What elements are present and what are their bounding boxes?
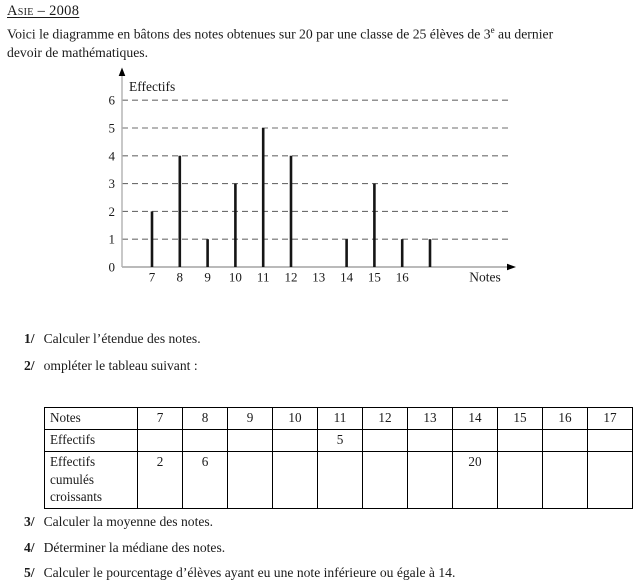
value-cell: 11 [318, 408, 363, 430]
x-tick-label: 14 [340, 269, 354, 285]
value-cell [408, 452, 453, 509]
question-4-text: Déterminer la médiane des notes. [43, 540, 226, 555]
value-cell [408, 430, 453, 452]
value-cell [588, 452, 633, 509]
value-cell: 6 [183, 452, 228, 509]
value-cell: 7 [138, 408, 183, 430]
value-cell [363, 430, 408, 452]
chart-xlabel: Notes [469, 269, 501, 285]
x-tick-label: 12 [284, 269, 298, 285]
value-cell: 15 [498, 408, 543, 430]
value-cell: 14 [453, 408, 498, 430]
row-label-cell: Effectifs [45, 430, 138, 452]
y-tick-label: 5 [108, 120, 115, 136]
intro-text: Voici le diagramme en bâtons des notes obtenues sur 20 par une classe de 25 élèves de 3 [7, 26, 491, 42]
value-cell: 2 [138, 452, 183, 509]
question-4-number: 4/ [24, 540, 35, 555]
intro-text-after: au dernier [494, 26, 554, 42]
question-5-text: Calculer le pourcentage d’élèves ayant eu une note inférieure ou égale à 14. [43, 565, 456, 580]
x-tick-label: 11 [256, 269, 270, 285]
value-cell: 17 [588, 408, 633, 430]
y-tick-label: 0 [108, 259, 115, 275]
value-cell [228, 430, 273, 452]
question-2-text: ompléter le tableau suivant : [43, 358, 198, 373]
value-cell [363, 452, 408, 509]
value-cell [588, 430, 633, 452]
value-cell [498, 452, 543, 509]
question-4 [24, 540, 225, 556]
value-cell [498, 430, 543, 452]
value-cell [228, 452, 273, 509]
question-3-text: Calculer la moyenne des notes. [43, 514, 214, 529]
question-3-number: 3/ [24, 514, 35, 529]
question-1 [24, 331, 201, 347]
value-cell [543, 452, 588, 509]
x-tick-label: 10 [228, 269, 242, 285]
question-3 [24, 514, 213, 530]
value-cell: 10 [273, 408, 318, 430]
notes-table [44, 407, 633, 509]
question-1-text: Calculer l’étendue des notes. [43, 331, 201, 346]
value-cell: 5 [318, 430, 363, 452]
value-cell [138, 430, 183, 452]
x-tick-label: 8 [176, 269, 184, 285]
intro-line-1 [7, 21, 553, 44]
y-tick-label: 4 [108, 148, 115, 164]
y-tick-label: 3 [108, 176, 115, 192]
bar-chart [90, 66, 520, 296]
page-title: Asie – 2008 [7, 3, 80, 19]
value-cell: 9 [228, 408, 273, 430]
x-tick-label: 13 [312, 269, 326, 285]
row-label-cell: Notes [45, 408, 138, 430]
intro-line-2: devoir de mathématiques. [7, 45, 149, 61]
value-cell: 13 [408, 408, 453, 430]
value-cell: 12 [363, 408, 408, 430]
y-tick-label: 2 [108, 203, 115, 219]
x-tick-label: 7 [148, 269, 156, 285]
question-2 [24, 358, 198, 374]
value-cell [543, 430, 588, 452]
notes-table-body [45, 408, 633, 509]
x-tick-label: 9 [204, 269, 211, 285]
table-row [45, 408, 633, 430]
value-cell: 20 [453, 452, 498, 509]
value-cell [273, 452, 318, 509]
x-axis-arrow-icon [507, 264, 516, 271]
row-label-cell: Effectifs cumulés croissants [45, 452, 138, 509]
chart-ylabel: Effectifs [129, 79, 176, 94]
y-tick-label: 1 [108, 231, 115, 247]
x-tick-label: 15 [367, 269, 381, 285]
question-5 [24, 565, 455, 581]
table-row [45, 430, 633, 452]
value-cell [273, 430, 318, 452]
intro-paragraph [7, 21, 553, 63]
notes-table-wrap [44, 407, 633, 509]
question-2-number: 2/ [24, 358, 35, 373]
value-cell: 8 [183, 408, 228, 430]
x-tick-label: 16 [395, 269, 409, 285]
table-row [45, 452, 633, 509]
y-tick-label: 6 [108, 92, 115, 108]
intro-superscript: e [490, 25, 495, 35]
value-cell [453, 430, 498, 452]
value-cell [183, 430, 228, 452]
value-cell: 16 [543, 408, 588, 430]
question-5-number: 5/ [24, 565, 35, 580]
y-axis-arrow-icon [119, 68, 126, 77]
value-cell [318, 452, 363, 509]
question-1-number: 1/ [24, 331, 35, 346]
